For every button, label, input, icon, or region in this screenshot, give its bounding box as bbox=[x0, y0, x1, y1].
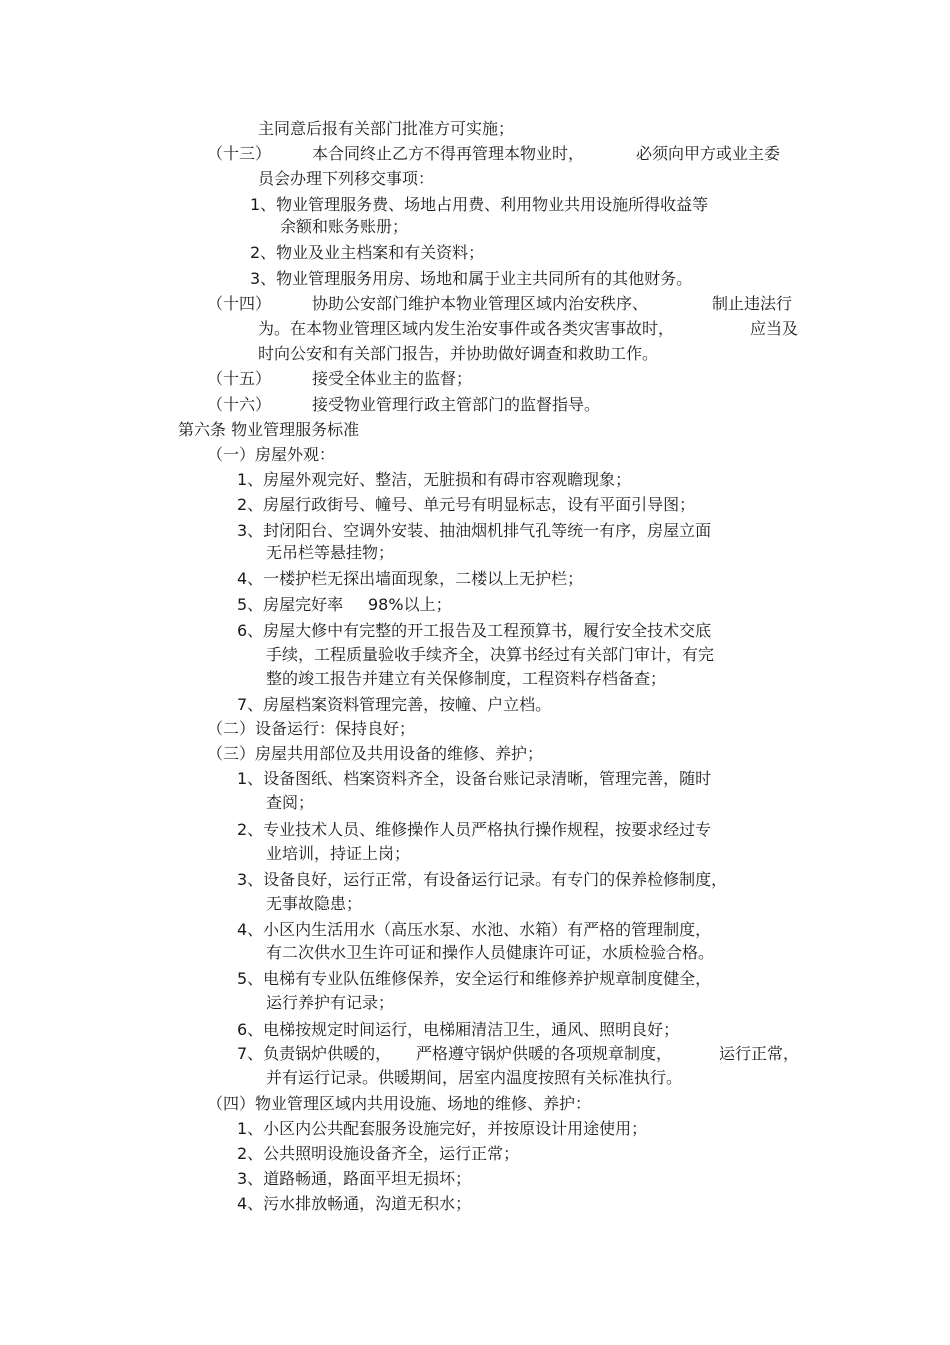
list-item-continuation: 业培训，持证上岗； bbox=[266, 844, 411, 863]
list-item: 7、负责锅炉供暖的， bbox=[237, 1044, 392, 1063]
list-item: 2、房屋行政街号、幢号、单元号有明显标志，设有平面引导图； bbox=[237, 495, 696, 514]
list-item: 4、一楼护栏无探出墙面现象，二楼以上无护栏； bbox=[237, 569, 584, 588]
text-line: 制止违法行 bbox=[712, 294, 793, 313]
list-item: 7、房屋档案资料管理完善，按幢、户立档。 bbox=[237, 695, 552, 714]
list-item: 1、房屋外观完好、整洁，无脏损和有碍市容观瞻现象； bbox=[237, 470, 632, 489]
list-item: 6、房屋大修中有完整的开工报告及工程预算书，履行安全技术交底 bbox=[237, 621, 712, 640]
list-item: 2、物业及业主档案和有关资料； bbox=[250, 243, 485, 262]
clause-number: （十六） bbox=[207, 395, 272, 414]
text-line: 严格遵守锅炉供暖的各项规章制度， bbox=[416, 1044, 673, 1063]
list-item: 5、电梯有专业队伍维修保养，安全运行和维修养护规章制度健全， bbox=[237, 969, 712, 988]
list-item-continuation: 整的竣工报告并建立有关保修制度，工程资料存档备查； bbox=[266, 669, 667, 688]
list-item-continuation: 运行养护有记录； bbox=[266, 993, 395, 1012]
text-line: 必须向甲方或业主委 bbox=[636, 144, 781, 163]
list-item-continuation: 余额和账务账册； bbox=[280, 217, 409, 236]
list-item: 1、设备图纸、档案资料齐全，设备台账记录清晰，管理完善，随时 bbox=[237, 769, 712, 788]
text-line: 协助公安部门维护本物业管理区域内治安秩序、 bbox=[312, 294, 649, 313]
list-item-continuation: 查阅； bbox=[266, 793, 315, 812]
text-line: 接受物业管理行政主管部门的监督指导。 bbox=[312, 395, 601, 414]
section-heading: （四）物业管理区域内共用设施、场地的维修、养护： bbox=[207, 1094, 592, 1113]
section-heading: （三）房屋共用部位及共用设备的维修、养护； bbox=[207, 744, 544, 763]
list-item-continuation: 手续，工程质量验收手续齐全，决算书经过有关部门审计，有完 bbox=[266, 645, 715, 664]
list-item: 3、物业管理服务用房、场地和属于业主共同所有的其他财务。 bbox=[250, 269, 693, 288]
text-line: 为。在本物业管理区域内发生治安事件或各类灾害事故时， bbox=[258, 319, 675, 338]
list-item: 2、专业技术人员、维修操作人员严格执行操作规程，按要求经过专 bbox=[237, 820, 712, 839]
clause-number: （十三） bbox=[207, 144, 272, 163]
list-item: 1、小区内公共配套服务设施完好，并按原设计用途使用； bbox=[237, 1119, 648, 1138]
list-item-continuation: 并有运行记录。供暖期间，居室内温度按照有关标准执行。 bbox=[266, 1068, 683, 1087]
text-line: 时向公安和有关部门报告，并协助做好调查和救助工作。 bbox=[258, 344, 659, 363]
list-item: 1、物业管理服务费、场地占用费、利用物业共用设施所得收益等 bbox=[250, 195, 709, 214]
text-line: 主同意后报有关部门批准方可实施； bbox=[258, 119, 515, 138]
list-item: 3、封闭阳台、空调外安装、抽油烟机排气孔等统一有序，房屋立面 bbox=[237, 521, 712, 540]
text-line: 接受全体业主的监督； bbox=[312, 369, 473, 388]
clause-number: （十五） bbox=[207, 369, 272, 388]
article-heading: 第六条 物业管理服务标准 bbox=[178, 420, 360, 439]
text-line: 98%以上； bbox=[368, 595, 452, 614]
list-item: 5、房屋完好率 bbox=[237, 595, 344, 614]
list-item: 3、设备良好，运行正常，有设备运行记录。有专门的保养检修制度， bbox=[237, 870, 728, 889]
list-item: 2、公共照明设施设备齐全，运行正常； bbox=[237, 1144, 520, 1163]
text-line: 运行正常， bbox=[719, 1044, 800, 1063]
section-heading: （一）房屋外观： bbox=[207, 445, 336, 464]
list-item: 4、小区内生活用水（高压水泵、水池、水箱）有严格的管理制度， bbox=[237, 920, 712, 939]
text-line: 应当及 bbox=[750, 319, 799, 338]
list-item: 4、污水排放畅通，沟道无积水； bbox=[237, 1194, 472, 1213]
list-item-continuation: 有二次供水卫生许可证和操作人员健康许可证，水质检验合格。 bbox=[266, 943, 715, 962]
clause-number: （十四） bbox=[207, 294, 272, 313]
list-item: 3、道路畅通，路面平坦无损坏； bbox=[237, 1169, 472, 1188]
list-item-continuation: 无事故隐患； bbox=[266, 894, 363, 913]
list-item: 6、电梯按规定时间运行，电梯厢清洁卫生，通风、照明良好； bbox=[237, 1020, 680, 1039]
text-line: 员会办理下列移交事项： bbox=[258, 169, 435, 188]
text-line: 本合同终止乙方不得再管理本物业时， bbox=[312, 144, 585, 163]
list-item-continuation: 无吊栏等悬挂物； bbox=[266, 543, 395, 562]
section-heading: （二）设备运行：保持良好； bbox=[207, 719, 416, 738]
